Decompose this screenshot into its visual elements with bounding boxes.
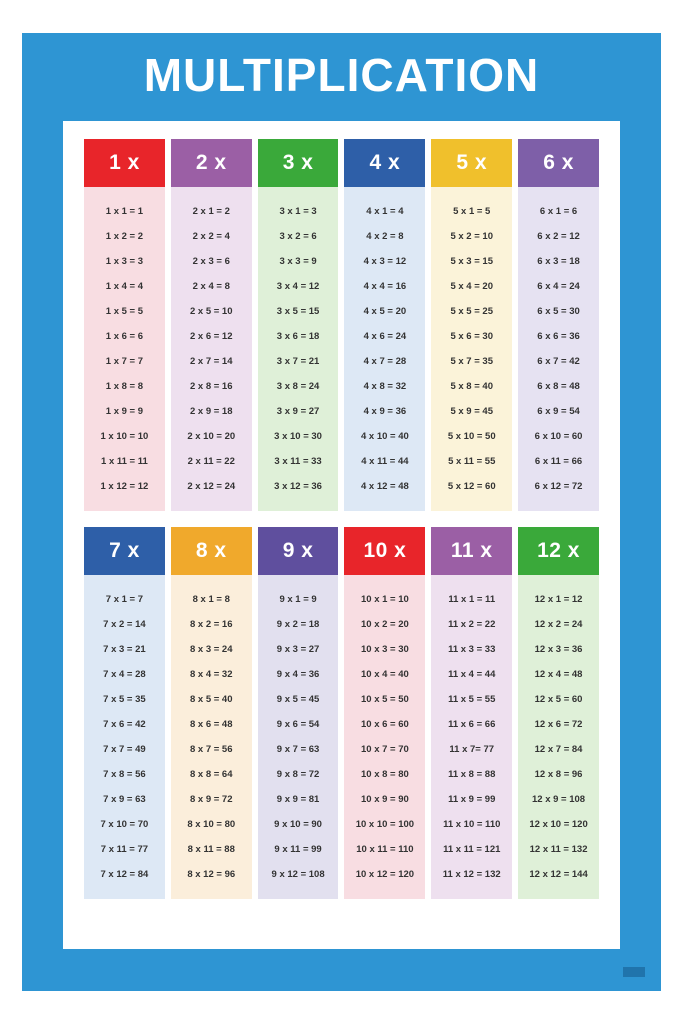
times-table-cell: 10 x 3 = 30: [360, 643, 409, 655]
times-table-cell: 2 x 7 = 14: [189, 355, 233, 367]
times-table-cell: 12 x 5 = 60: [534, 693, 583, 705]
times-table-cell: 11 x 6 = 66: [448, 718, 496, 730]
times-table-header: 4 x: [344, 139, 425, 187]
times-table-column: [258, 139, 339, 511]
times-table-cell: 1 x 9 = 9: [105, 405, 144, 417]
times-table-body: [171, 575, 252, 899]
times-table-cell: 1 x 10 = 10: [100, 430, 149, 442]
times-table-cell: 4 x 5 = 20: [363, 305, 407, 317]
times-table-cell: 11 x 12 = 132: [442, 868, 501, 880]
times-table-column: [518, 139, 599, 511]
times-table-cell: 6 x 10 = 60: [534, 430, 583, 442]
times-table-cell: 1 x 12 = 12: [100, 480, 149, 492]
times-table-column: [518, 527, 599, 899]
times-table-cell: 6 x 2 = 12: [537, 230, 580, 242]
times-table-cell: 11 x 9 = 99: [448, 793, 496, 805]
times-table-header: 7 x: [84, 527, 165, 575]
poster: [22, 33, 661, 991]
times-table-cell: 10 x 11 = 110: [356, 843, 414, 855]
times-table-cell: 12 x 6 = 72: [534, 718, 583, 730]
times-table-body: [344, 187, 425, 511]
times-table-cell: 11 x 5 = 55: [448, 693, 496, 705]
times-table-cell: 9 x 3 = 27: [276, 643, 320, 655]
times-table-column: [84, 527, 165, 899]
times-table-cell: 6 x 1 = 6: [539, 205, 578, 217]
times-table-cell: 12 x 3 = 36: [534, 643, 583, 655]
times-table-column: [344, 527, 425, 899]
times-table-cell: 2 x 5 = 10: [189, 305, 233, 317]
times-table-body: [84, 575, 165, 899]
times-table-cell: 4 x 2 = 8: [366, 230, 404, 242]
times-table-cell: 10 x 12 = 120: [355, 868, 415, 880]
times-table-cell: 10 x 7 = 70: [360, 743, 409, 755]
times-table-body: [258, 575, 339, 899]
times-table-cell: 5 x 9 = 45: [450, 405, 493, 417]
times-table-cell: 11 x 1 = 11: [448, 593, 496, 605]
times-table-cell: 12 x 9 = 108: [532, 793, 586, 805]
times-table-cell: 6 x 11 = 66: [534, 455, 583, 467]
times-table-cell: 8 x 12 = 96: [187, 868, 236, 880]
times-table-cell: 5 x 10 = 50: [447, 430, 496, 442]
times-table-cell: 4 x 11 = 44: [361, 455, 409, 467]
times-table-header: 11 x: [431, 527, 512, 575]
times-table-cell: 11 x 7= 77: [449, 743, 495, 755]
times-table-cell: 12 x 12 = 144: [529, 868, 588, 880]
times-table-cell: 8 x 2 = 16: [189, 618, 233, 630]
times-table-cell: 12 x 2 = 24: [534, 618, 583, 630]
times-table-body: [344, 575, 425, 899]
times-table-column: [171, 139, 252, 511]
times-table-cell: 2 x 12 = 24: [187, 480, 236, 492]
times-table-body: [518, 187, 599, 511]
corner-marker: [623, 967, 645, 977]
times-table-column: [344, 139, 425, 511]
times-table-cell: 4 x 1 = 4: [366, 205, 404, 217]
times-table-cell: 6 x 12 = 72: [534, 480, 583, 492]
times-table-cell: 11 x 8 = 88: [448, 768, 496, 780]
times-table-cell: 1 x 1 = 1: [105, 205, 144, 217]
times-table-cell: 9 x 5 = 45: [276, 693, 320, 705]
times-table-cell: 1 x 4 = 4: [105, 280, 144, 292]
times-table-cell: 5 x 5 = 25: [450, 305, 493, 317]
times-table-cell: 1 x 3 = 3: [105, 255, 144, 267]
times-table-cell: 1 x 6 = 6: [105, 330, 144, 342]
times-table-cell: 7 x 10 = 70: [100, 818, 149, 830]
times-table-cell: 10 x 9 = 90: [360, 793, 409, 805]
times-table-cell: 2 x 2 = 4: [192, 230, 230, 242]
times-table-cell: 11 x 11 = 121: [443, 843, 501, 855]
times-table-cell: 7 x 8 = 56: [103, 768, 146, 780]
times-table-cell: 11 x 4 = 44: [448, 668, 496, 680]
times-table-cell: 4 x 10 = 40: [360, 430, 409, 442]
times-table-cell: 3 x 2 = 6: [279, 230, 317, 242]
times-table-cell: 6 x 3 = 18: [537, 255, 580, 267]
times-table-cell: 3 x 12 = 36: [274, 480, 322, 492]
times-table-cell: 11 x 10 = 110: [443, 818, 501, 830]
times-table-header: 12 x: [518, 527, 599, 575]
times-table-cell: 9 x 10 = 90: [274, 818, 322, 830]
times-table-cell: 5 x 3 = 15: [450, 255, 493, 267]
times-table-cell: 1 x 5 = 5: [105, 305, 144, 317]
times-table-cell: 6 x 8 = 48: [537, 380, 580, 392]
times-table-header: 5 x: [431, 139, 512, 187]
times-table-cell: 8 x 10 = 80: [187, 818, 236, 830]
times-table-cell: 10 x 8 = 80: [360, 768, 409, 780]
times-table-cell: 5 x 1 = 5: [453, 205, 491, 217]
times-table-body: [431, 575, 512, 899]
table-row: [84, 527, 599, 899]
times-table-body: [518, 575, 599, 899]
times-table-cell: 7 x 7 = 49: [103, 743, 146, 755]
times-table-column: [84, 139, 165, 511]
times-table-cell: 9 x 9 = 81: [276, 793, 320, 805]
times-table-header: 1 x: [84, 139, 165, 187]
times-table-cell: 8 x 7 = 56: [189, 743, 233, 755]
times-table-cell: 7 x 12 = 84: [100, 868, 149, 880]
times-table-cell: 3 x 1 = 3: [279, 205, 317, 217]
times-table-cell: 9 x 1 = 9: [279, 593, 317, 605]
times-table-cell: 7 x 6 = 42: [103, 718, 146, 730]
times-table-cell: 6 x 6 = 36: [537, 330, 580, 342]
times-table-header: 2 x: [171, 139, 252, 187]
times-table-cell: 12 x 10 = 120: [529, 818, 588, 830]
times-table-cell: 2 x 4 = 8: [192, 280, 230, 292]
times-table-cell: 5 x 6 = 30: [450, 330, 493, 342]
times-table-cell: 2 x 9 = 18: [189, 405, 233, 417]
times-table-cell: 7 x 3 = 21: [103, 643, 146, 655]
times-table-cell: 2 x 6 = 12: [189, 330, 233, 342]
times-table-cell: 3 x 6 = 18: [276, 330, 320, 342]
multiplication-grid: [84, 139, 599, 899]
times-table-cell: 7 x 1 = 7: [105, 593, 144, 605]
times-table-cell: 12 x 1 = 12: [534, 593, 583, 605]
times-table-cell: 3 x 3 = 9: [279, 255, 317, 267]
times-table-cell: 2 x 8 = 16: [189, 380, 233, 392]
times-table-cell: 8 x 11 = 88: [187, 843, 235, 855]
times-table-cell: 6 x 9 = 54: [537, 405, 580, 417]
times-table-cell: 4 x 7 = 28: [363, 355, 407, 367]
times-table-cell: 2 x 3 = 6: [192, 255, 230, 267]
times-table-column: [258, 527, 339, 899]
times-table-cell: 9 x 7 = 63: [276, 743, 320, 755]
times-table-cell: 9 x 2 = 18: [276, 618, 320, 630]
times-table-column: [431, 139, 512, 511]
times-table-cell: 8 x 9 = 72: [189, 793, 233, 805]
times-table-cell: 5 x 2 = 10: [450, 230, 493, 242]
times-table-cell: 4 x 6 = 24: [363, 330, 407, 342]
times-table-cell: 11 x 3 = 33: [448, 643, 496, 655]
page-title: MULTIPLICATION: [143, 49, 540, 101]
times-table-cell: 11 x 2 = 22: [448, 618, 496, 630]
times-table-cell: 8 x 3 = 24: [189, 643, 233, 655]
times-table-cell: 4 x 9 = 36: [363, 405, 407, 417]
times-table-cell: 3 x 8 = 24: [276, 380, 320, 392]
times-table-cell: 7 x 11 = 77: [100, 843, 149, 855]
times-table-cell: 3 x 9 = 27: [276, 405, 320, 417]
times-table-cell: 9 x 11 = 99: [274, 843, 322, 855]
times-table-header: 10 x: [344, 527, 425, 575]
times-table-cell: 7 x 4 = 28: [103, 668, 146, 680]
times-table-cell: 7 x 9 = 63: [103, 793, 146, 805]
times-table-header: 3 x: [258, 139, 339, 187]
times-table-cell: 8 x 4 = 32: [189, 668, 233, 680]
times-table-column: [171, 527, 252, 899]
times-table-body: [431, 187, 512, 511]
times-table-cell: 4 x 8 = 32: [363, 380, 407, 392]
times-table-cell: 4 x 3 = 12: [363, 255, 407, 267]
times-table-cell: 8 x 5 = 40: [189, 693, 233, 705]
times-table-cell: 8 x 1 = 8: [192, 593, 230, 605]
times-table-cell: 4 x 4 = 16: [363, 280, 407, 292]
times-table-header: 6 x: [518, 139, 599, 187]
times-table-cell: 2 x 1 = 2: [192, 205, 230, 217]
times-table-header: 8 x: [171, 527, 252, 575]
times-table-cell: 2 x 10 = 20: [187, 430, 236, 442]
times-table-cell: 3 x 5 = 15: [276, 305, 320, 317]
times-table-cell: 5 x 8 = 40: [450, 380, 493, 392]
times-table-cell: 10 x 5 = 50: [360, 693, 409, 705]
times-table-cell: 3 x 7 = 21: [276, 355, 320, 367]
times-table-cell: 1 x 11 = 11: [101, 455, 148, 467]
times-table-cell: 12 x 8 = 96: [534, 768, 583, 780]
times-table-cell: 10 x 6 = 60: [360, 718, 409, 730]
times-table-cell: 9 x 12 = 108: [271, 868, 325, 880]
times-table-cell: 5 x 4 = 20: [450, 280, 493, 292]
times-table-cell: 3 x 4 = 12: [276, 280, 320, 292]
table-board: [63, 121, 620, 949]
times-table-column: [431, 527, 512, 899]
times-table-body: [258, 187, 339, 511]
times-table-cell: 5 x 12 = 60: [447, 480, 496, 492]
times-table-cell: 3 x 11 = 33: [274, 455, 322, 467]
table-row: [84, 139, 599, 511]
times-table-cell: 1 x 8 = 8: [105, 380, 144, 392]
times-table-cell: 9 x 4 = 36: [276, 668, 320, 680]
times-table-body: [84, 187, 165, 511]
times-table-cell: 8 x 8 = 64: [189, 768, 233, 780]
times-table-cell: 3 x 10 = 30: [274, 430, 322, 442]
times-table-cell: 12 x 11 = 132: [529, 843, 588, 855]
times-table-cell: 4 x 12 = 48: [360, 480, 409, 492]
times-table-cell: 1 x 2 = 2: [105, 230, 144, 242]
times-table-cell: 10 x 2 = 20: [360, 618, 409, 630]
times-table-cell: 10 x 1 = 10: [360, 593, 409, 605]
times-table-header: 9 x: [258, 527, 339, 575]
times-table-cell: 6 x 7 = 42: [537, 355, 580, 367]
times-table-cell: 12 x 4 = 48: [534, 668, 583, 680]
times-table-cell: 7 x 5 = 35: [103, 693, 146, 705]
times-table-cell: 12 x 7 = 84: [534, 743, 583, 755]
times-table-cell: 9 x 8 = 72: [276, 768, 320, 780]
times-table-cell: 10 x 10 = 100: [355, 818, 415, 830]
times-table-cell: 6 x 5 = 30: [537, 305, 580, 317]
times-table-cell: 7 x 2 = 14: [103, 618, 146, 630]
times-table-cell: 9 x 6 = 54: [276, 718, 320, 730]
times-table-cell: 5 x 11 = 55: [448, 455, 496, 467]
times-table-cell: 1 x 7 = 7: [105, 355, 144, 367]
times-table-cell: 2 x 11 = 22: [187, 455, 235, 467]
times-table-cell: 8 x 6 = 48: [189, 718, 233, 730]
times-table-cell: 6 x 4 = 24: [537, 280, 580, 292]
times-table-cell: 5 x 7 = 35: [450, 355, 493, 367]
times-table-cell: 10 x 4 = 40: [360, 668, 409, 680]
times-table-body: [171, 187, 252, 511]
